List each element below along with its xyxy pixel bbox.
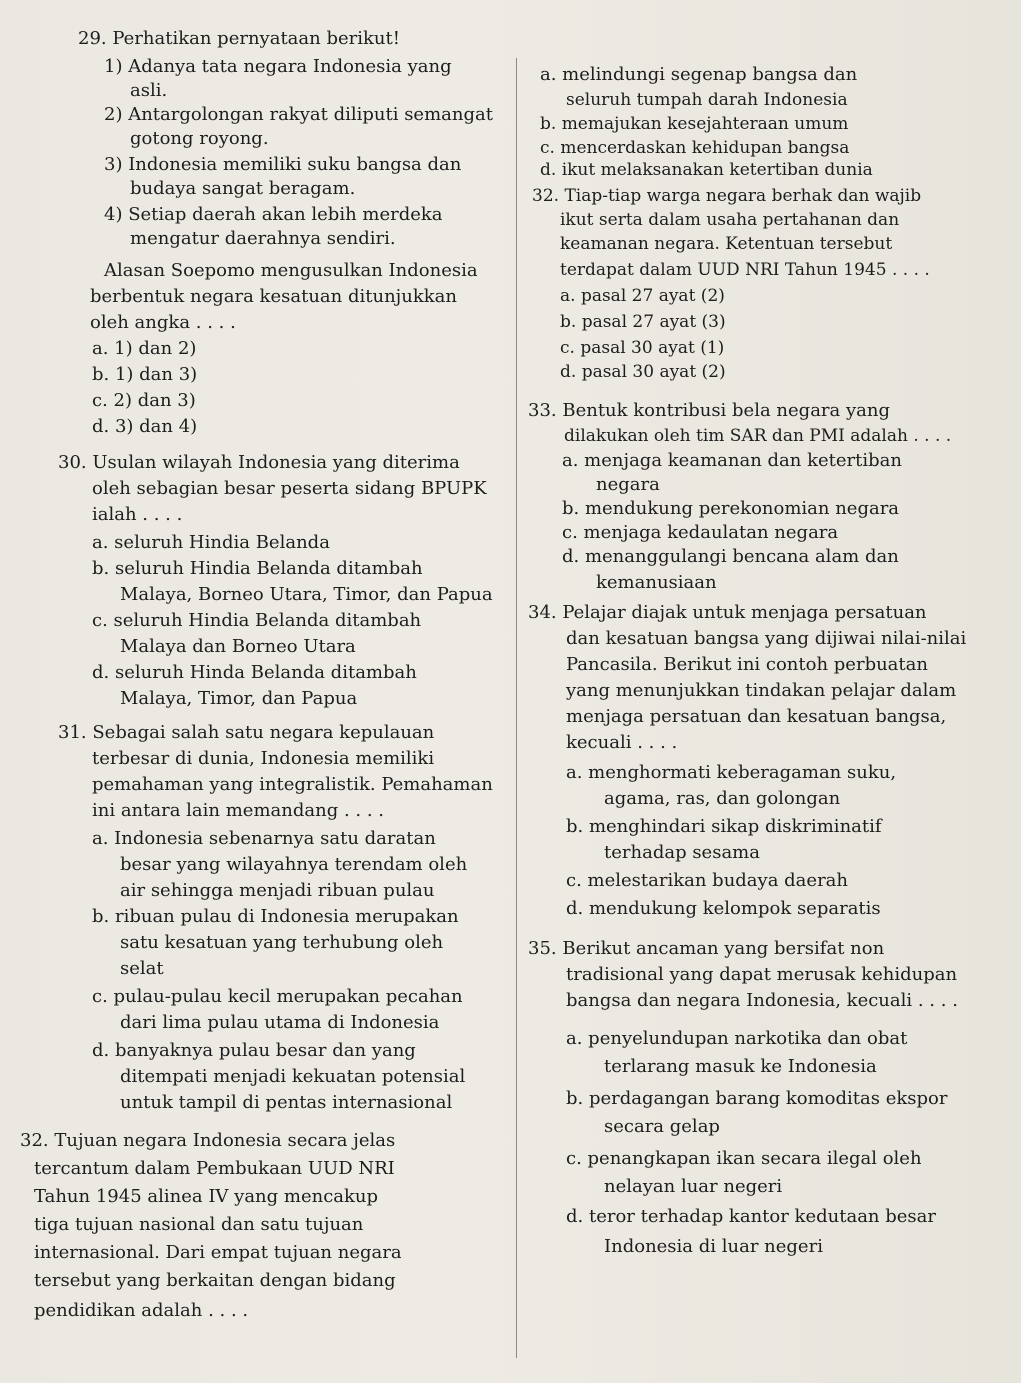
q32b-option-a[interactable]: a. pasal 27 ayat (2) [560,286,725,306]
q31-option-b[interactable]: b. ribuan pulau di Indonesia merupakan [92,906,459,927]
q30-option-b-cont: Malaya, Borneo Utara, Timor, dan Papua [120,584,493,605]
q33-option-c[interactable]: c. menjaga kedaulatan negara [562,522,839,543]
q35-option-a[interactable]: a. penyelundupan narkotika dan obat [566,1028,908,1049]
q34-line-4: yang menunjukkan tindakan pelajar dalam [566,680,957,701]
q35-line-3: bangsa dan negara Indonesia, kecuali . . . . [566,990,958,1011]
q32b-line-3: keamanan negara. Ketentuan tersebut [560,234,893,254]
q34-line-6: kecuali . . . . [566,732,678,753]
q34-line-2: dan kesatuan bangsa yang dijiwai nilai-nilai [566,628,967,649]
q29-statement-1: 1) Adanya tata negara Indonesia yang [104,56,452,77]
q35-option-b-cont: secara gelap [604,1116,720,1137]
q29-option-d[interactable]: d. 3) dan 4) [92,416,198,437]
q32a-option-c[interactable]: c. mencerdaskan kehidupan bangsa [540,138,850,158]
q33-option-b[interactable]: b. mendukung perekonomian negara [562,498,900,519]
q35-option-b[interactable]: b. perdagangan barang komoditas ekspor [566,1088,948,1109]
q30-option-d[interactable]: d. seluruh Hinda Belanda ditambah [92,662,417,683]
q34-option-a[interactable]: a. menghormati keberagaman suku, [566,762,897,783]
column-divider [516,58,517,1358]
q31-option-d-cont-2: untuk tampil di pentas internasional [120,1092,453,1113]
q32a-option-a[interactable]: a. melindungi segenap bangsa dan [540,64,858,85]
q34-option-b[interactable]: b. menghindari sikap diskriminatif [566,816,882,837]
q34-option-a-cont: agama, ras, dan golongan [604,788,841,809]
q33-line-2: dilakukan oleh tim SAR dan PMI adalah . . . . [564,426,952,446]
q32a-option-b[interactable]: b. memajukan kesejahteraan umum [540,114,849,134]
q32b-line-1: 32. Tiap-tiap warga negara berhak dan wajib [532,186,922,206]
q29-statement-2-cont: gotong royong. [130,128,269,149]
q29-statement-4: 4) Setiap daerah akan lebih merdeka [104,204,443,225]
q32b-line-4: terdapat dalam UUD NRI Tahun 1945 . . . . [560,260,930,280]
q29-question-2: berbentuk negara kesatuan ditunjukkan [90,286,457,307]
q31-option-a[interactable]: a. Indonesia sebenarnya satu daratan [92,828,436,849]
q29-option-b[interactable]: b. 1) dan 3) [92,364,198,385]
q35-option-d-cont: Indonesia di luar negeri [604,1236,823,1257]
q30-option-d-cont: Malaya, Timor, dan Papua [120,688,358,709]
q32a-option-d[interactable]: d. ikut melaksanakan ketertiban dunia [540,160,873,180]
q32b-line-2: ikut serta dalam usaha pertahanan dan [560,210,900,230]
q29-statement-4-cont: mengatur daerahnya sendiri. [130,228,396,249]
q35-line-1: 35. Berikut ancaman yang bersifat non [528,938,885,959]
q30-line-1: 30. Usulan wilayah Indonesia yang diterima [58,452,460,473]
q31-option-b-cont-1: satu kesatuan yang terhubung oleh [120,932,444,953]
q33-option-d-cont: kemanusiaan [596,572,717,593]
q33-option-d[interactable]: d. menanggulangi bencana alam dan [562,546,899,567]
q31-option-c[interactable]: c. pulau-pulau kecil merupakan pecahan [92,986,463,1007]
q31-option-b-cont-2: selat [120,958,164,979]
q35-option-c[interactable]: c. penangkapan ikan secara ilegal oleh [566,1148,922,1169]
q32a-line-4: tiga tujuan nasional dan satu tujuan [34,1214,364,1235]
q35-line-2: tradisional yang dapat merusak kehidupan [566,964,958,985]
q35-option-d[interactable]: d. teror terhadap kantor kedutaan besar [566,1206,936,1227]
q31-option-d[interactable]: d. banyaknya pulau besar dan yang [92,1040,416,1061]
q32a-line-3: Tahun 1945 alinea IV yang mencakup [34,1186,379,1207]
q29-stem: 29. Perhatikan pernyataan berikut! [78,28,400,49]
q31-option-c-cont: dari lima pulau utama di Indonesia [120,1012,440,1033]
q34-option-d[interactable]: d. mendukung kelompok separatis [566,898,881,919]
q33-option-a[interactable]: a. menjaga keamanan dan ketertiban [562,450,902,471]
q32b-option-b[interactable]: b. pasal 27 ayat (3) [560,312,726,332]
q33-option-a-cont: negara [596,474,660,495]
q32a-line-7: pendidikan adalah . . . . [34,1300,249,1321]
q35-option-a-cont: terlarang masuk ke Indonesia [604,1056,877,1077]
q29-option-a[interactable]: a. 1) dan 2) [92,338,197,359]
q35-option-c-cont: nelayan luar negeri [604,1176,783,1197]
q29-statement-2: 2) Antargolongan rakyat diliputi semangat [104,104,493,125]
q32a-line-2: tercantum dalam Pembukaan UUD NRI [34,1158,395,1179]
q29-statement-3: 3) Indonesia memiliki suku bangsa dan [104,154,462,175]
q30-option-c[interactable]: c. seluruh Hindia Belanda ditambah [92,610,422,631]
q31-line-1: 31. Sebagai salah satu negara kepulauan [58,722,435,743]
q32a-line-5: internasional. Dari empat tujuan negara [34,1242,402,1263]
q29-statement-1-cont: asli. [130,80,168,101]
q32b-option-c[interactable]: c. pasal 30 ayat (1) [560,338,725,358]
q32b-option-d[interactable]: d. pasal 30 ayat (2) [560,362,726,382]
q34-line-1: 34. Pelajar diajak untuk menjaga persatuan [528,602,927,623]
q31-option-a-cont-2: air sehingga menjadi ribuan pulau [120,880,435,901]
q31-option-d-cont-1: ditempati menjadi kekuatan potensial [120,1066,466,1087]
q30-line-2: oleh sebagian besar peserta sidang BPUPK [92,478,487,499]
q31-line-2: terbesar di dunia, Indonesia memiliki [92,748,435,769]
q29-question-1: Alasan Soepomo mengusulkan Indonesia [104,260,478,281]
q31-line-3: pemahaman yang integralistik. Pemahaman [92,774,493,795]
q32a-line-1: 32. Tujuan negara Indonesia secara jelas [20,1130,396,1151]
q34-option-b-cont: terhadap sesama [604,842,760,863]
q31-option-a-cont-1: besar yang wilayahnya terendam oleh [120,854,468,875]
q30-option-b[interactable]: b. seluruh Hindia Belanda ditambah [92,558,423,579]
q29-question-3: oleh angka . . . . [90,312,236,333]
q32a-line-6: tersebut yang berkaitan dengan bidang [34,1270,396,1291]
q34-line-3: Pancasila. Berikut ini contoh perbuatan [566,654,928,675]
q34-line-5: menjaga persatuan dan kesatuan bangsa, [566,706,947,727]
q33-line-1: 33. Bentuk kontribusi bela negara yang [528,400,890,421]
q31-line-4: ini antara lain memandang . . . . [92,800,384,821]
q30-option-c-cont: Malaya dan Borneo Utara [120,636,356,657]
q29-statement-3-cont: budaya sangat beragam. [130,178,356,199]
q30-line-3: ialah . . . . [92,504,183,525]
q29-option-c[interactable]: c. 2) dan 3) [92,390,196,411]
q30-option-a[interactable]: a. seluruh Hindia Belanda [92,532,330,553]
q32a-option-a-cont: seluruh tumpah darah Indonesia [566,90,848,110]
q34-option-c[interactable]: c. melestarikan budaya daerah [566,870,848,891]
